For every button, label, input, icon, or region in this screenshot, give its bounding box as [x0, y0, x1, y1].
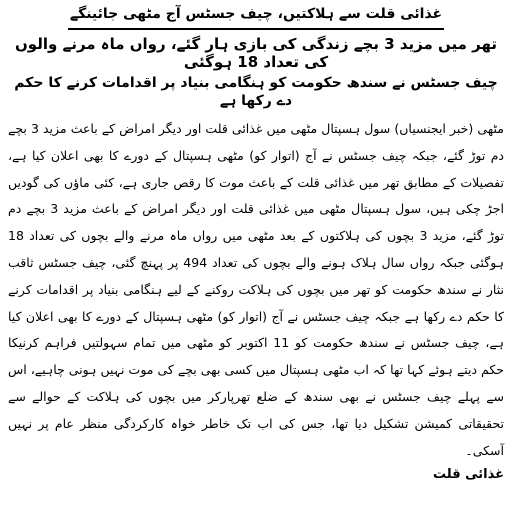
article-body	[8, 116, 504, 464]
article-tag: غذائی قلت	[433, 467, 504, 483]
headline-sub-1: تھر میں مزید 3 بچے زندگی کی بازی ہار گئے، رواں ماہ مرنے والوں کی تعداد 18 ہوگئی	[15, 34, 497, 72]
headline-main: غذائی قلت سے ہلاکتیں، چیف جسٹس آج مٹھی جائینگے	[69, 6, 443, 22]
article-paragraph: مٹھی (خبر ایجنسیاں) سول ہسپتال مٹھی میں غذائی قلت اور دیگر امراض کے باعث مزید 3 بچے دم توڑ گئے، جبکہ چیف جسٹس نے آج (اتوار کو) مٹھی ہسپتال کے دورے کا بھی اعلان کیا ہے، تفصیلات کے مطابق تھر میں غذائی قلت کے باعث موت کا رقص جاری ہے، کئی ماؤں کی گودیں اجڑ چکی ہیں، سول ہسپتال مٹھی میں غذائی قلت اور دیگر امراض کے باعث مزید 3 بچے دم توڑ گئے، مزید 3 بچوں کی ہلاکتوں کے بعد مٹھی میں رواں ماہ مرنے والے بچوں کی تعداد 18 ہوگئی جبکہ رواں سال ہلاک ہونے والے بچوں کی تعداد 494 پر پہنچ گئی، چیف جسٹس ثاقب نثار نے سندھ حکومت کو تھر میں بچوں کی ہلاکت روکنے کے لیے ہنگامی بنیاد پر اقدامات کرنے کا حکم دے رکھا ہے جبکہ چیف جسٹس نے آج (اتوار کو) مٹھی ہسپتال کے دورے کا بھی اعلان کیا ہے، چیف جسٹس نے سندھ حکومت کو 11 اکتوبر کو مٹھی میں تمام سہولتیں فراہم کرنیکا حکم دیتے ہوئے کہا تھا کہ اب مٹھی ہسپتال میں کسی بھی بچے کی موت نہیں ہونی چاہیے، اس سے پہلے چیف جسٹس نے بھی سندھ کے ضلع تھرپارکر میں بچوں کی ہلاکت کے حوالے سے تحقیقاتی کمیشن تشکیل دیا تھا، جس کی اب تک خاطر خواہ کارکردگی منظر عام پر نہیں آسکی۔	[8, 121, 504, 458]
headline-sub-2: چیف جسٹس نے سندھ حکومت کو ہنگامی بنیاد پر اقدامات کرنے کا حکم دے رکھا ہے	[14, 75, 498, 109]
headline-divider	[68, 28, 444, 30]
